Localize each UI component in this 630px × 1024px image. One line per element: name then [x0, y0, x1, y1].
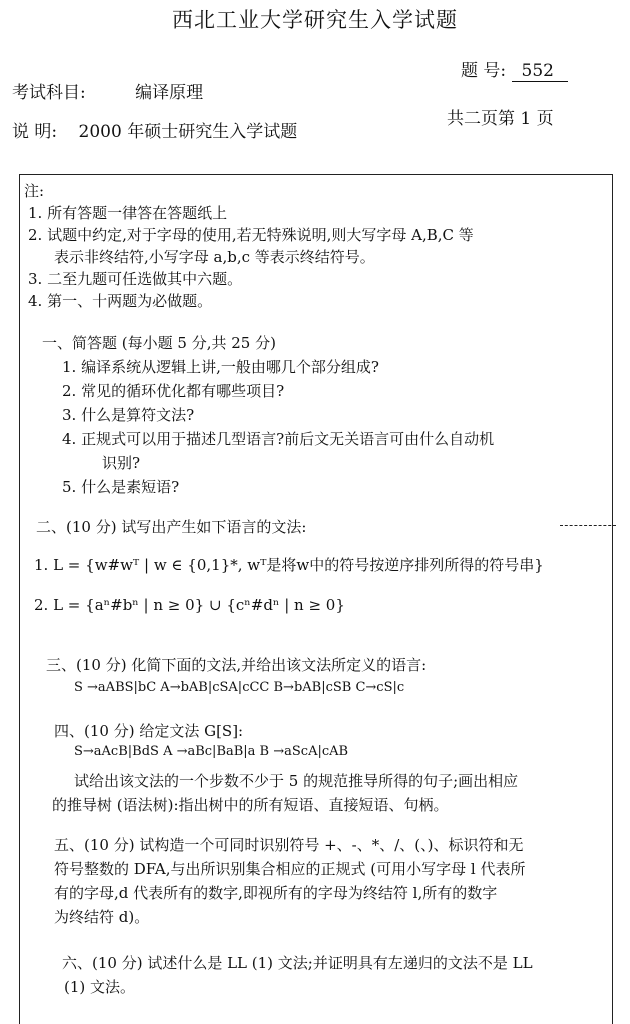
- note-item: 1. 所有答题一律答在答题纸上: [28, 204, 228, 222]
- q4-line: 的推导树 (语法树):指出树中的所有短语、直接短语、句柄。: [52, 796, 449, 814]
- q4-line: 试给出该文法的一个步数不少于 5 的规范推导所得的句子;画出相应: [74, 772, 519, 790]
- q1-item: 4. 正规式可以用于描述几型语言?前后文无关语言可由什么自动机: [62, 430, 495, 448]
- q5-line: 有的字母,d 代表所有的数字,即视所有的字母为终结符 l,所有的数字: [54, 884, 498, 902]
- q6-line: (1) 文法。: [64, 978, 136, 996]
- note-value: 2000 年硕士研究生入学试题: [78, 122, 298, 142]
- q2-item-2: 2. L = {aⁿ#bⁿ | n ≥ 0} ∪ {cⁿ#dⁿ | n ≥ 0}: [34, 596, 345, 614]
- q1-item: 1. 编译系统从逻辑上讲,一般由哪几个部分组成?: [62, 358, 379, 376]
- q3-grammar: S →aABS|bC A→bAB|cSA|cCC B→bAB|cSB C→cS|c: [74, 680, 405, 695]
- cut-mark: [560, 525, 616, 526]
- subject-value: 编译原理: [135, 83, 204, 103]
- note-row: [12, 117, 297, 142]
- page-info: 共二页第 1 页: [447, 109, 554, 129]
- subject-row: [12, 78, 203, 103]
- question-code-label: 题 号:: [461, 61, 507, 81]
- note-item: 2. 试题中约定,对于字母的使用,若无特殊说明,则大写字母 A,B,C 等: [28, 226, 474, 244]
- q6-heading: 六、(10 分) 试述什么是 LL (1) 文法;并证明具有左递归的文法不是 LL: [62, 954, 533, 972]
- q3-heading: 三、(10 分) 化简下面的文法,并给出该文法所定义的语言:: [46, 656, 427, 674]
- q2-heading: 二、(10 分) 试写出产生如下语言的文法:: [36, 518, 307, 536]
- q1-item: 3. 什么是算符文法?: [62, 406, 195, 424]
- note-label: 说 明:: [12, 122, 58, 142]
- note-item: 表示非终结符,小写字母 a,b,c 等表示终结符号。: [54, 248, 375, 266]
- note-item: 3. 二至九题可任选做其中六题。: [28, 270, 243, 288]
- q5-line: 符号整数的 DFA,与出所识别集合相应的正规式 (可用小写字母 l 代表所: [54, 860, 526, 878]
- q5-heading: 五、(10 分) 试构造一个可同时识别符号 +、-、*、/、(、)、标识符和无: [54, 836, 524, 854]
- exam-title: 西北工业大学研究生入学试题: [172, 8, 458, 32]
- q5-line: 为终结符 d)。: [54, 908, 150, 926]
- q1-heading: 一、简答题 (每小题 5 分,共 25 分): [42, 334, 276, 352]
- subject-label: 考试科目:: [12, 83, 86, 103]
- q4-heading: 四、(10 分) 给定文法 G[S]:: [54, 722, 244, 740]
- question-code: [461, 56, 568, 81]
- q2-item-1: 1. L = {w#wᵀ | w ∈ {0,1}*, wᵀ是将w中的符号按逆序排列所得的符号串}: [34, 556, 544, 574]
- note-item: 4. 第一、十两题为必做题。: [28, 292, 213, 310]
- notes-heading: 注:: [24, 182, 45, 200]
- question-code-value: 552: [512, 61, 568, 82]
- q1-item: 5. 什么是素短语?: [62, 478, 180, 496]
- q1-item: 2. 常见的循环优化都有哪些项目?: [62, 382, 285, 400]
- q4-grammar: S→aAcB|BdS A →aBc|BaB|a B →aScA|cAB: [74, 744, 349, 759]
- q1-item: 识别?: [102, 454, 141, 472]
